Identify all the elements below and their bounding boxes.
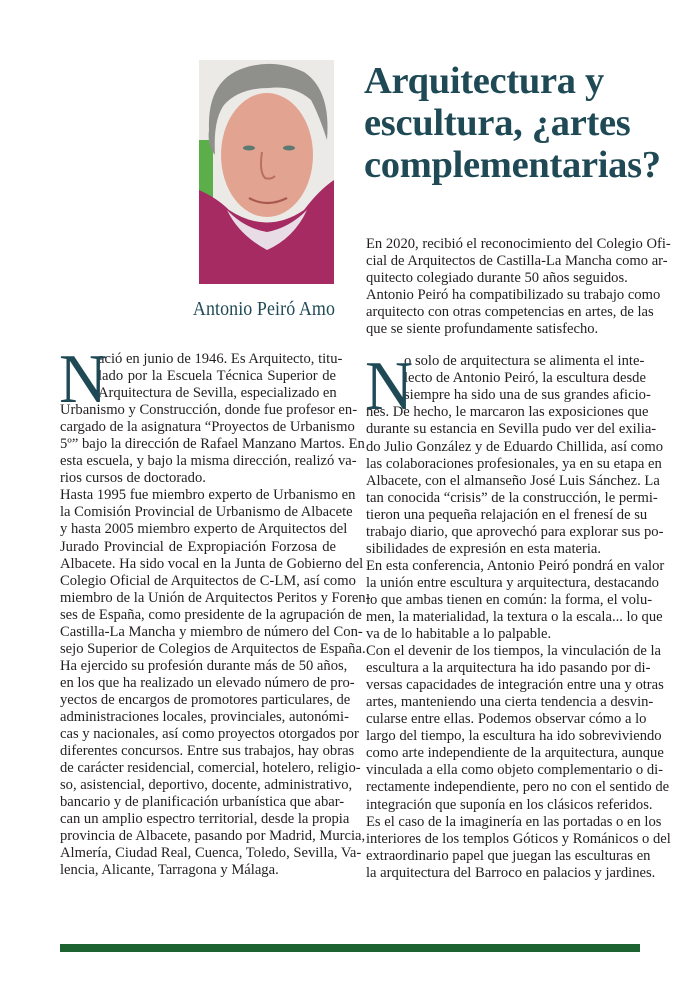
text-line: escultura a la arquitectura ha ido pasando por di- <box>366 660 651 677</box>
text-line: extraordinario papel que juegan las esculturas en <box>366 847 651 864</box>
text-line: Ha ejercido su profesión durante más de 50 años, <box>60 657 348 674</box>
text-line: men, la materialidad, la textura o la escala... lo que <box>366 608 663 625</box>
text-line: yectos de encargos de promotores particulares, de <box>60 691 351 708</box>
text-line: Arquitectura de Sevilla, especializado en <box>98 385 337 402</box>
text-line: vinculada a ella como objeto complementario o di- <box>366 762 664 779</box>
text-line: integración que suponía en los clásicos referidos. <box>366 796 653 813</box>
text-line: do Julio González y de Eduardo Chillida, así como <box>366 438 664 455</box>
text-line: la Comisión Provincial de Urbanismo de Albacete <box>60 504 353 521</box>
text-line: durante su estancia en Sevilla pudo ver del exilia- <box>366 421 657 438</box>
text-line: administraciones locales, provinciales, autonómi- <box>60 708 349 725</box>
author-portrait-illustration <box>199 60 334 284</box>
drop-cap: N <box>59 341 108 418</box>
text-line: trabajo diario, que aprovechó para explorar sus po- <box>366 523 664 540</box>
text-line: provincia de Albacete, pasando por Madrid, Murcia, <box>60 828 366 845</box>
text-line: 5º” bajo la dirección de Rafael Manzano Martos. En <box>60 436 365 453</box>
text-line: tieron una pequeña relajación en el frenesí de su <box>366 506 648 523</box>
text-line: lencia, Alicante, Tarragona y Málaga. <box>60 862 279 879</box>
text-line: artes, manteniendo una cierta tendencia a desvin- <box>366 694 654 711</box>
text-line: como arte independiente de la arquitectura, aunque <box>366 745 664 762</box>
text-line: Antonio Peiró ha compatibilizado su trabajo como <box>366 287 661 304</box>
text-line: Albacete, con el almanseño José Luis Sánchez. La <box>366 472 660 489</box>
text-line: y hasta 2005 miembro experto de Arquitectos del <box>60 521 348 538</box>
text-line: quitecto colegiado durante 50 años seguidos. <box>366 270 628 287</box>
text-line: Castilla-La Mancha y miembro de número del Con- <box>60 623 363 640</box>
text-line: Hasta 1995 fue miembro experto de Urbanismo en <box>60 487 356 504</box>
text-line: nes. De hecho, le marcaron las exposiciones que <box>366 404 649 421</box>
text-line: Colegio Oficial de Arquitectos de C-LM, así como <box>60 572 356 589</box>
text-line: miembro de la Unión de Arquitectos Peritos y Foren- <box>60 589 371 606</box>
text-line: la unión entre escultura y arquitectura, destacando <box>366 574 659 591</box>
text-line: cargado de la asignatura “Proyectos de Urbanismo <box>60 419 355 436</box>
left-column-text <box>59 341 371 879</box>
text-line: interiores de los templos Góticos y Románicos o del <box>366 830 671 847</box>
author-photo <box>199 60 334 284</box>
text-line: ses de España, como presidente de la agrupación de <box>60 606 362 623</box>
text-line: versas capacidades de integración entre una y otras <box>366 677 664 694</box>
author-name: Antonio Peiró Amo <box>192 299 335 320</box>
text-line: sibilidades de expresión en esta materia. <box>366 540 602 557</box>
text-line: la arquitectura del Barroco en palacios y jardines. <box>366 864 656 881</box>
text-line: cas y nacionales, así como proyectos otorgados por <box>60 726 359 743</box>
text-line: lecto de Antonio Peiró, la escultura desde <box>404 370 646 387</box>
text-line: sejo Superior de Colegios de Arquitectos de España. <box>60 640 366 657</box>
title-line: complementarias? <box>364 144 661 186</box>
right-column-text <box>365 348 671 881</box>
text-line: Jurado Provincial de Expropiación Forzosa de <box>60 538 336 555</box>
text-line: rios cursos de doctorado. <box>60 470 206 487</box>
article-column <box>365 236 671 882</box>
text-line: Albacete. Ha sido vocal en la Junta de Gobierno del <box>60 555 364 572</box>
text-line: largo del tiempo, la escultura ha ido sobreviviendo <box>366 728 662 745</box>
text-line: de carácter residencial, comercial, hotelero, religio- <box>60 760 361 777</box>
text-line: Con el devenir de los tiempos, la vinculación de la <box>366 643 662 660</box>
text-line: diferentes concursos. Entre sus trabajos, hay obras <box>60 743 355 760</box>
text-line: esta escuela, y bajo la misma dirección, realizó va- <box>60 453 357 470</box>
text-line: siempre ha sido una de sus grandes aficio- <box>404 387 651 404</box>
text-line: arquitecto con otras competencias en artes, de las <box>366 304 654 321</box>
text-line: ació en junio de 1946. Es Arquitecto, titu- <box>98 351 343 367</box>
text-line: En esta conferencia, Antonio Peiró pondrá en valor <box>366 557 665 574</box>
text-line: rectamente independiente, pero no con el sentido de <box>366 779 670 796</box>
text-line: En 2020, recibió el reconocimiento del Colegio Ofi- <box>366 236 671 252</box>
text-line: en los que ha realizado un elevado número de pro- <box>60 674 355 691</box>
text-line: Urbanismo y Construcción, donde fue profesor en- <box>60 402 358 419</box>
text-line: lado por la Escuela Técnica Superior de <box>98 368 336 385</box>
text-line: cularse entre ellas. Podemos observar cómo a lo <box>366 711 647 728</box>
title-line: escultura, ¿artes <box>364 102 631 144</box>
biography-column <box>59 341 371 879</box>
text-line: can un amplio espectro territorial, desde la propia <box>60 811 350 828</box>
article-title <box>364 60 694 186</box>
text-line: o solo de arquitectura se alimenta el inte- <box>404 353 645 370</box>
text-line: va de lo habitable a lo palpable. <box>366 626 552 643</box>
text-line: so, asistencial, deportivo, docente, administrativo, <box>60 777 353 794</box>
text-line: bancario y de planificación urbanística que abar- <box>60 794 345 811</box>
text-line: Es el caso de la imaginería en las portadas o en los <box>366 813 662 830</box>
text-line: las colaboraciones profesionales, ya en su etapa en <box>366 455 662 472</box>
title-line: Arquitectura y <box>364 60 604 102</box>
intro-paragraph <box>366 236 671 338</box>
text-line: tan conocida “crisis” de la construcción, le permi- <box>366 489 658 506</box>
drop-cap: N <box>365 348 414 425</box>
text-line: lo que ambas tienen en común: la forma, el volu- <box>366 591 653 608</box>
text-line: Almería, Ciudad Real, Cuenca, Toledo, Sevilla, Va- <box>60 845 362 862</box>
text-line: cial de Arquitectos de Castilla-La Mancha como ar- <box>366 253 668 270</box>
footer-rule <box>60 944 640 952</box>
text-line: que se siente profundamente satisfecho. <box>366 321 599 338</box>
